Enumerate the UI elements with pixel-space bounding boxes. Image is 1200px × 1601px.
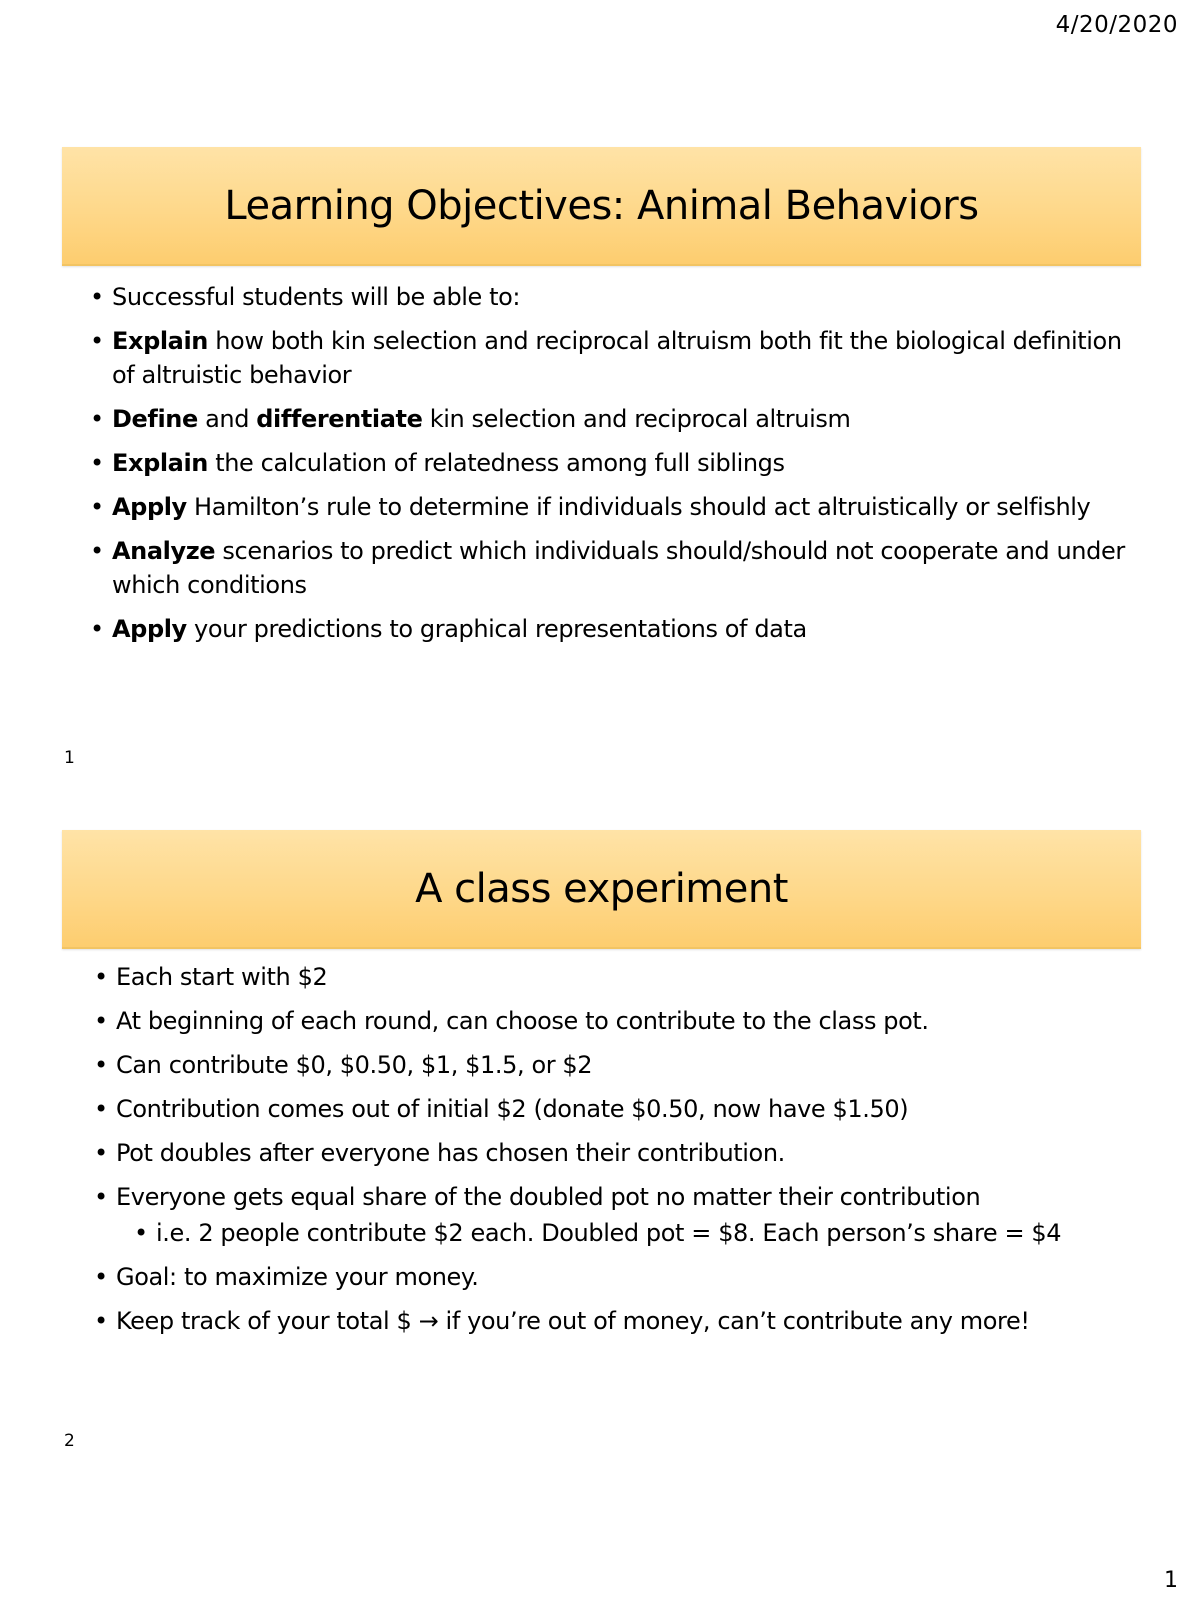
slide-1-bullet: • Analyze scenarios to predict which individuals should/should not cooperate and under which conditions	[90, 534, 1130, 602]
slide-1-title-bar	[62, 147, 1141, 266]
page-number: 1	[1164, 1568, 1178, 1593]
slide-2-bullet: • Contribution comes out of initial $2 (donate $0.50, now have $1.50)	[94, 1092, 1144, 1126]
slide-2-bullet: • Goal: to maximize your money.	[94, 1260, 1144, 1294]
slide-1-bullet: • Successful students will be able to:	[90, 280, 1130, 314]
slide-1-bullet: • Apply Hamilton’s rule to determine if individuals should act altruistically or selfishly	[90, 490, 1130, 524]
slide-2-bullet-list	[94, 960, 1144, 1348]
slide-2-bullet: • Keep track of your total $ → if you’re out of money, can’t contribute any more!	[94, 1304, 1144, 1338]
slide-1-bullet: • Define and differentiate kin selection and reciprocal altruism	[90, 402, 1130, 436]
slide-2-title-bar	[62, 830, 1141, 949]
slide-2-bullet: • At beginning of each round, can choose to contribute to the class pot.	[94, 1004, 1144, 1038]
slide-1-bullet: • Explain the calculation of relatedness among full siblings	[90, 446, 1130, 480]
slide-2-sub-bullet: • i.e. 2 people contribute $2 each. Doubled pot = $8. Each person’s share = $4	[94, 1216, 1144, 1250]
slide-2-bullet: • Everyone gets equal share of the doubled pot no matter their contribution	[94, 1180, 1144, 1214]
slide-1-title: Learning Objectives: Animal Behaviors	[224, 182, 979, 229]
slide-1-number: 1	[64, 748, 75, 768]
slide-2-bullet: • Pot doubles after everyone has chosen their contribution.	[94, 1136, 1144, 1170]
date-header: 4/20/2020	[1055, 12, 1178, 38]
slide-2-bullet: • Can contribute $0, $0.50, $1, $1.5, or $2	[94, 1048, 1144, 1082]
slide-1-bullet: • Explain how both kin selection and reciprocal altruism both fit the biological definition of altruistic behavior	[90, 324, 1130, 392]
slide-1-bullet-list	[90, 280, 1130, 656]
slide-1-bullet: • Apply your predictions to graphical representations of data	[90, 612, 1130, 646]
slide-2-number: 2	[64, 1431, 75, 1451]
slide-2-bullet: • Each start with $2	[94, 960, 1144, 994]
slide-2-title: A class experiment	[415, 865, 788, 912]
